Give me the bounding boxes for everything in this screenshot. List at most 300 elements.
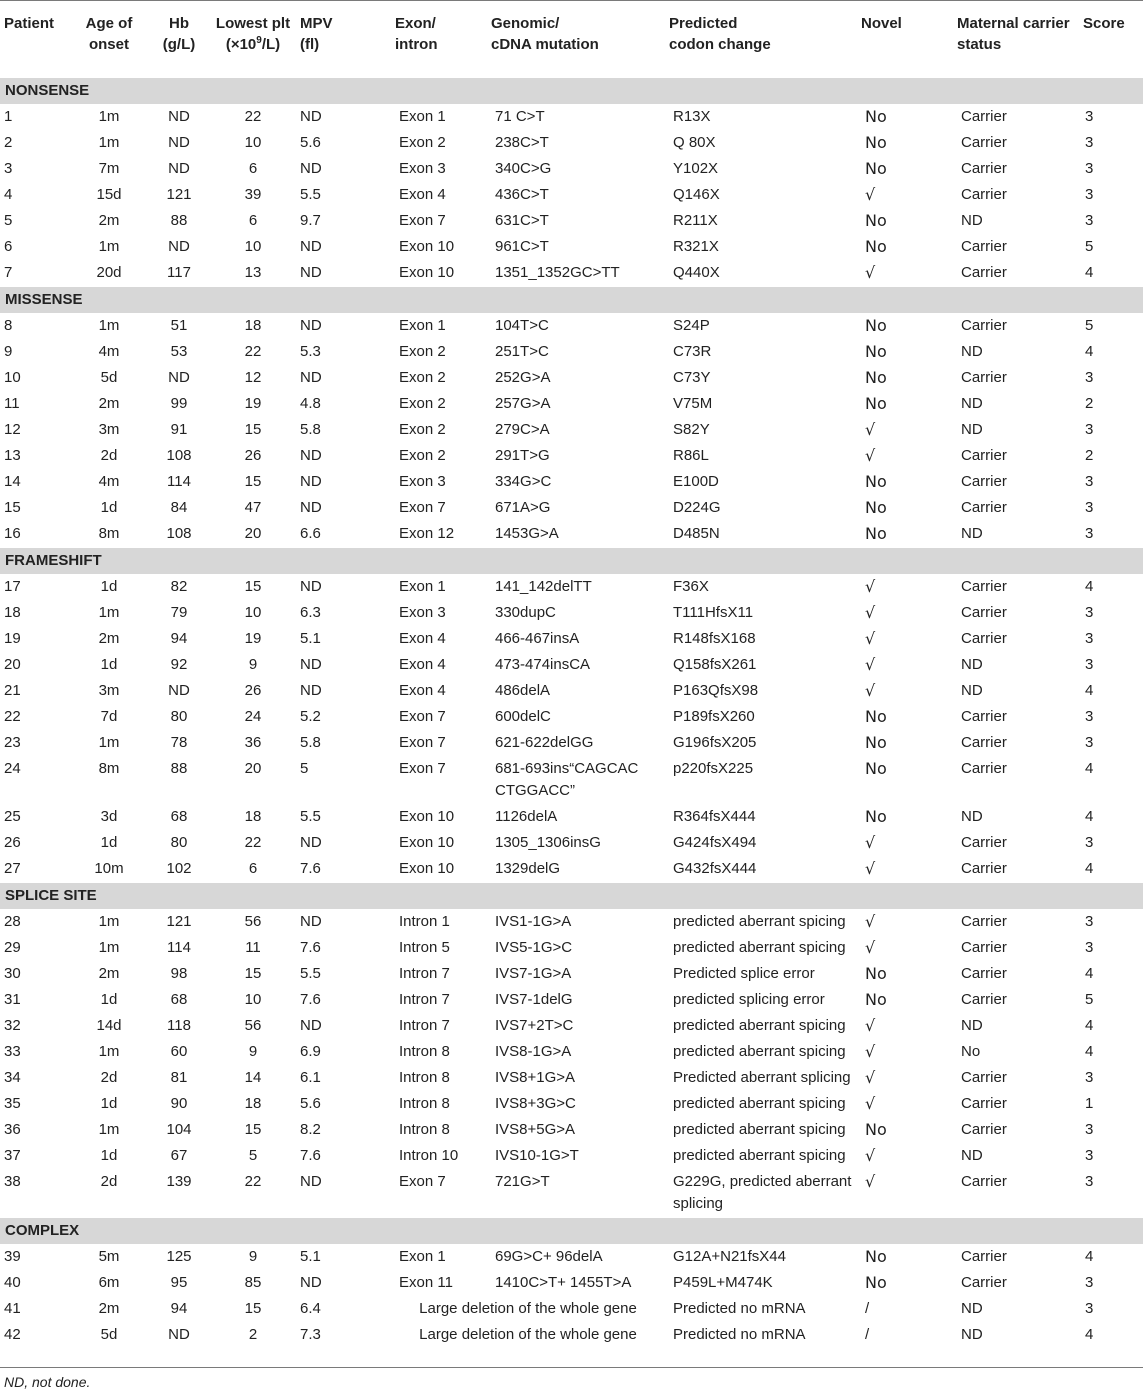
cell-lowest-plt: 9 xyxy=(248,1248,258,1265)
cell-score: 3 xyxy=(1085,1069,1094,1086)
cell-lowest-plt: 2 xyxy=(248,1326,258,1343)
cell-codon-change: C73R xyxy=(673,343,712,360)
cell-patient: 31 xyxy=(4,991,21,1008)
cell-score: 3 xyxy=(1085,630,1094,647)
cell-codon-change: R148fsX168 xyxy=(673,630,756,647)
cell-novel: No xyxy=(865,759,887,778)
cell-novel: No xyxy=(865,1120,887,1139)
cell-age-of-onset: 1m xyxy=(98,108,120,125)
cell-genomic-mutation: 1410C>T+ 1455T>A xyxy=(495,1274,632,1291)
cell-score: 3 xyxy=(1085,499,1094,516)
section-header xyxy=(0,78,1143,105)
cell-age-of-onset: 1d xyxy=(100,578,118,595)
cell-hb: 94 xyxy=(170,630,188,647)
cell-novel: No xyxy=(865,394,887,413)
cell-exon-intron: Intron 7 xyxy=(399,991,450,1008)
cell-genomic-mutation: 238C>T xyxy=(495,134,549,151)
cell-exon-intron: Exon 10 xyxy=(399,808,455,825)
cell-codon-change: p220fsX225 xyxy=(673,760,754,777)
cell-score: 3 xyxy=(1085,473,1094,490)
cell-hb: 90 xyxy=(170,1095,188,1112)
cell-novel: √ xyxy=(865,655,876,674)
table-row xyxy=(0,208,1143,234)
cell-patient: 39 xyxy=(4,1248,21,1265)
cell-hb: 102 xyxy=(166,860,192,877)
section-header xyxy=(0,548,1143,575)
cell-lowest-plt: 19 xyxy=(244,630,262,647)
cell-age-of-onset: 15d xyxy=(96,186,122,203)
cell-maternal-carrier: Carrier xyxy=(961,317,1007,334)
cell-exon-intron: Exon 2 xyxy=(399,421,446,438)
cell-genomic-mutation: 486delA xyxy=(495,682,551,699)
cell-score: 3 xyxy=(1085,525,1094,542)
cell-novel: / xyxy=(865,1326,870,1343)
cell-genomic-mutation: 291T>G xyxy=(495,447,550,464)
cell-age-of-onset: 1m xyxy=(98,1121,120,1138)
cell-score: 3 xyxy=(1085,186,1094,203)
cell-mpv: 7.6 xyxy=(300,860,321,877)
header-hb: Hb (g/L) xyxy=(148,1,210,78)
table-row xyxy=(0,830,1143,856)
cell-codon-change: Predicted no mRNA xyxy=(673,1326,806,1343)
cell-maternal-carrier: Carrier xyxy=(961,238,1007,255)
cell-codon-change: Q158fsX261 xyxy=(673,656,757,673)
cell-mpv: 6.4 xyxy=(300,1300,321,1317)
cell-mpv: ND xyxy=(300,499,322,516)
cell-patient: 4 xyxy=(4,186,13,203)
cell-genomic-mutation: 621-622delGG xyxy=(495,734,594,751)
cell-exon-intron: Exon 2 xyxy=(399,343,446,360)
cell-score: 4 xyxy=(1085,1043,1094,1060)
cell-genomic-mutation: IVS8-1G>A xyxy=(495,1043,572,1060)
cell-lowest-plt: 20 xyxy=(244,760,262,777)
cell-mpv: 8.2 xyxy=(300,1121,321,1138)
cell-mpv: ND xyxy=(300,578,322,595)
cell-score: 4 xyxy=(1085,860,1094,877)
cell-novel: No xyxy=(865,498,887,517)
cell-mpv: ND xyxy=(300,682,322,699)
cell-age-of-onset: 2m xyxy=(98,395,120,412)
cell-age-of-onset: 7d xyxy=(100,708,118,725)
cell-novel: No xyxy=(865,211,887,230)
cell-novel: √ xyxy=(865,1146,876,1165)
cell-maternal-carrier: Carrier xyxy=(961,913,1007,930)
table-row xyxy=(0,469,1143,495)
cell-lowest-plt: 22 xyxy=(244,343,262,360)
table-row xyxy=(0,756,1143,804)
cell-patient: 20 xyxy=(4,656,21,673)
cell-maternal-carrier: Carrier xyxy=(961,578,1007,595)
cell-patient: 25 xyxy=(4,808,21,825)
table-row xyxy=(0,104,1143,130)
cell-exon-intron: Exon 1 xyxy=(399,1248,446,1265)
table-row xyxy=(0,1065,1143,1091)
cell-exon-intron: Intron 10 xyxy=(399,1147,459,1164)
cell-exon-intron: Exon 3 xyxy=(399,473,446,490)
cell-exon-intron: Exon 7 xyxy=(399,499,446,516)
cell-age-of-onset: 5m xyxy=(98,1248,120,1265)
cell-mpv: 5.5 xyxy=(300,186,321,203)
cell-exon-intron: Intron 8 xyxy=(399,1043,450,1060)
cell-codon-change: F36X xyxy=(673,578,709,595)
cell-score: 5 xyxy=(1085,991,1094,1008)
cell-score: 2 xyxy=(1085,447,1094,464)
cell-maternal-carrier: Carrier xyxy=(961,760,1007,777)
cell-codon-change: predicted aberrant spicing xyxy=(673,1017,846,1034)
cell-genomic-mutation: 334G>C xyxy=(495,473,552,490)
cell-exon-intron: Intron 8 xyxy=(399,1121,450,1138)
cell-age-of-onset: 1m xyxy=(98,939,120,956)
cell-mpv: ND xyxy=(300,108,322,125)
cell-mpv: ND xyxy=(300,160,322,177)
cell-maternal-carrier: Carrier xyxy=(961,860,1007,877)
cell-maternal-carrier: Carrier xyxy=(961,108,1007,125)
cell-exon-intron: Intron 8 xyxy=(399,1095,450,1112)
cell-maternal-carrier: ND xyxy=(961,1326,983,1343)
cell-patient: 33 xyxy=(4,1043,21,1060)
cell-genomic-mutation: IVS7+2T>C xyxy=(495,1017,574,1034)
cell-mpv: 5.5 xyxy=(300,965,321,982)
cell-exon-intron: Exon 7 xyxy=(399,212,446,229)
cell-age-of-onset: 5d xyxy=(100,1326,118,1343)
cell-codon-change: Predicted splice error xyxy=(673,965,815,982)
cell-age-of-onset: 3d xyxy=(100,808,118,825)
cell-codon-change: G229G, predicted aberrant splicing xyxy=(673,1173,852,1212)
cell-novel: No xyxy=(865,159,887,178)
cell-exon-intron: Intron 8 xyxy=(399,1069,450,1086)
cell-mpv: ND xyxy=(300,264,322,281)
cell-codon-change: predicted aberrant spicing xyxy=(673,1121,846,1138)
cell-genomic-mutation: 466-467insA xyxy=(495,630,580,647)
section-header xyxy=(0,883,1143,910)
cell-patient: 41 xyxy=(4,1300,21,1317)
cell-exon-intron: Exon 7 xyxy=(399,1173,446,1190)
cell-genomic-mutation: 252G>A xyxy=(495,369,551,386)
cell-maternal-carrier: Carrier xyxy=(961,1069,1007,1086)
cell-maternal-carrier: Carrier xyxy=(961,186,1007,203)
cell-patient: 30 xyxy=(4,965,21,982)
cell-score: 3 xyxy=(1085,108,1094,125)
cell-maternal-carrier: Carrier xyxy=(961,939,1007,956)
cell-score: 3 xyxy=(1085,1173,1094,1190)
cell-maternal-carrier: Carrier xyxy=(961,1173,1007,1190)
cell-hb: ND xyxy=(168,682,190,699)
cell-hb: 95 xyxy=(170,1274,188,1291)
cell-codon-change: Predicted aberrant splicing xyxy=(673,1069,851,1086)
cell-codon-change: C73Y xyxy=(673,369,711,386)
cell-lowest-plt: 19 xyxy=(244,395,262,412)
cell-score: 3 xyxy=(1085,212,1094,229)
cell-maternal-carrier: Carrier xyxy=(961,264,1007,281)
cell-genomic-mutation: 1329delG xyxy=(495,860,561,877)
cell-mpv: 5.6 xyxy=(300,134,321,151)
cell-lowest-plt: 15 xyxy=(244,421,262,438)
cell-hb: 94 xyxy=(170,1300,188,1317)
table-row xyxy=(0,1244,1143,1270)
cell-lowest-plt: 26 xyxy=(244,447,262,464)
cell-novel: √ xyxy=(865,1042,876,1061)
cell-codon-change: predicted aberrant spicing xyxy=(673,939,846,956)
cell-lowest-plt: 6 xyxy=(248,212,258,229)
cell-mpv: ND xyxy=(300,369,322,386)
cell-codon-change: G432fsX444 xyxy=(673,860,757,877)
cell-codon-change: G12A+N21fsX44 xyxy=(673,1248,786,1265)
cell-hb: ND xyxy=(168,134,190,151)
cell-maternal-carrier: ND xyxy=(961,682,983,699)
cell-exon-intron: Exon 2 xyxy=(399,395,446,412)
cell-mpv: ND xyxy=(300,1017,322,1034)
cell-age-of-onset: 1m xyxy=(98,1043,120,1060)
cell-genomic-mutation: 279C>A xyxy=(495,421,550,438)
cell-age-of-onset: 1d xyxy=(100,499,118,516)
cell-age-of-onset: 2m xyxy=(98,965,120,982)
cell-hb: 125 xyxy=(166,1248,192,1265)
cell-novel: / xyxy=(865,1300,870,1317)
cell-exon-intron: Exon 2 xyxy=(399,134,446,151)
cell-age-of-onset: 2d xyxy=(100,1069,118,1086)
cell-lowest-plt: 11 xyxy=(245,939,261,956)
cell-maternal-carrier: Carrier xyxy=(961,499,1007,516)
cell-hb: 51 xyxy=(170,317,188,334)
cell-exon-intron: Exon 2 xyxy=(399,369,446,386)
cell-lowest-plt: 15 xyxy=(244,578,262,595)
cell-age-of-onset: 1d xyxy=(100,991,118,1008)
table-row xyxy=(0,961,1143,987)
cell-genomic-mutation: 71 C>T xyxy=(495,108,545,125)
table-row xyxy=(0,1117,1143,1143)
cell-genomic-mutation: 104T>C xyxy=(495,317,549,334)
cell-genomic-mutation: 1453G>A xyxy=(495,525,559,542)
cell-codon-change: R13X xyxy=(673,108,711,125)
cell-genomic-mutation: IVS8+5G>A xyxy=(495,1121,576,1138)
cell-score: 3 xyxy=(1085,421,1094,438)
cell-mpv: 6.3 xyxy=(300,604,321,621)
cell-age-of-onset: 14d xyxy=(96,1017,122,1034)
cell-novel: √ xyxy=(865,263,876,282)
cell-novel: No xyxy=(865,964,887,983)
cell-lowest-plt: 9 xyxy=(248,1043,258,1060)
cell-novel: No xyxy=(865,472,887,491)
cell-novel: No xyxy=(865,237,887,256)
cell-genomic-mutation: 1305_1306insG xyxy=(495,834,601,851)
cell-exon-intron: Intron 7 xyxy=(399,965,450,982)
cell-age-of-onset: 1d xyxy=(100,1095,118,1112)
cell-lowest-plt: 36 xyxy=(244,734,262,751)
cell-genomic-mutation: 671A>G xyxy=(495,499,551,516)
table-row xyxy=(0,1169,1143,1218)
table-row xyxy=(0,600,1143,626)
cell-maternal-carrier: ND xyxy=(961,1300,983,1317)
table-row xyxy=(0,987,1143,1013)
section-title: NONSENSE xyxy=(0,78,1143,105)
cell-score: 3 xyxy=(1085,1147,1094,1164)
cell-genomic-mutation: IVS10-1G>T xyxy=(495,1147,579,1164)
cell-age-of-onset: 8m xyxy=(98,760,120,777)
cell-codon-change: Q 80X xyxy=(673,134,716,151)
cell-age-of-onset: 6m xyxy=(98,1274,120,1291)
header-novel: Novel xyxy=(857,1,953,78)
cell-score: 3 xyxy=(1085,834,1094,851)
cell-genomic-mutation: 436C>T xyxy=(495,186,549,203)
cell-maternal-carrier: Carrier xyxy=(961,1248,1007,1265)
cell-hb: ND xyxy=(168,160,190,177)
table-row xyxy=(0,391,1143,417)
cell-age-of-onset: 1d xyxy=(100,1147,118,1164)
cell-lowest-plt: 56 xyxy=(244,1017,262,1034)
table-body xyxy=(0,78,1143,1349)
cell-score: 3 xyxy=(1085,1121,1094,1138)
cell-lowest-plt: 9 xyxy=(248,656,258,673)
cell-codon-change: Predicted no mRNA xyxy=(673,1300,806,1317)
cell-genomic-mutation: IVS5-1G>C xyxy=(495,939,573,956)
cell-lowest-plt: 10 xyxy=(244,238,262,255)
cell-mpv: 5.3 xyxy=(300,343,321,360)
header-mpv: MPV (fl) xyxy=(296,1,391,78)
cell-maternal-carrier: Carrier xyxy=(961,604,1007,621)
cell-exon-intron: Intron 7 xyxy=(399,1017,450,1034)
cell-score: 3 xyxy=(1085,160,1094,177)
cell-mpv: ND xyxy=(300,1274,322,1291)
header-patient: Patient xyxy=(0,1,70,78)
cell-exon-intron: Exon 1 xyxy=(399,317,446,334)
cell-score: 3 xyxy=(1085,134,1094,151)
cell-novel: No xyxy=(865,368,887,387)
table-row xyxy=(0,1296,1143,1322)
table-row xyxy=(0,1013,1143,1039)
cell-lowest-plt: 20 xyxy=(244,525,262,542)
cell-age-of-onset: 2m xyxy=(98,212,120,229)
section-title: FRAMESHIFT xyxy=(0,548,1143,575)
cell-novel: √ xyxy=(865,629,876,648)
cell-lowest-plt: 22 xyxy=(244,834,262,851)
cell-codon-change: D485N xyxy=(673,525,720,542)
cell-mpv: 9.7 xyxy=(300,212,321,229)
cell-novel: √ xyxy=(865,1094,876,1113)
cell-genomic-mutation: 681-693ins“CAGCAC CTGGACC” xyxy=(495,760,639,799)
cell-novel: √ xyxy=(865,859,876,878)
cell-codon-change: Y102X xyxy=(673,160,719,177)
cell-mpv: ND xyxy=(300,473,322,490)
cell-codon-change: T111HfsX11 xyxy=(673,604,754,621)
cell-novel: No xyxy=(865,733,887,752)
cell-lowest-plt: 15 xyxy=(244,473,262,490)
cell-patient: 38 xyxy=(4,1173,21,1190)
cell-mpv: 7.6 xyxy=(300,991,321,1008)
footer-rule xyxy=(0,1367,1143,1368)
cell-patient: 5 xyxy=(4,212,13,229)
cell-patient: 34 xyxy=(4,1069,21,1086)
cell-patient: 18 xyxy=(4,604,21,621)
cell-mpv: 4.8 xyxy=(300,395,321,412)
cell-novel: √ xyxy=(865,938,876,957)
cell-age-of-onset: 1m xyxy=(98,734,120,751)
table-row xyxy=(0,935,1143,961)
section-header xyxy=(0,1218,1143,1245)
cell-mpv: ND xyxy=(300,913,322,930)
cell-age-of-onset: 5d xyxy=(100,369,118,386)
cell-score: 4 xyxy=(1085,1248,1094,1265)
table-row xyxy=(0,260,1143,287)
cell-mpv: ND xyxy=(300,447,322,464)
cell-genomic-mutation: 251T>C xyxy=(495,343,549,360)
cell-codon-change: P189fsX260 xyxy=(673,708,755,725)
cell-novel: No xyxy=(865,1247,887,1266)
cell-patient: 8 xyxy=(4,317,13,334)
cell-lowest-plt: 15 xyxy=(244,1300,262,1317)
cell-patient: 17 xyxy=(4,578,21,595)
cell-hb: 88 xyxy=(170,212,188,229)
cell-genomic-mutation: 631C>T xyxy=(495,212,549,229)
cell-patient: 37 xyxy=(4,1147,21,1164)
cell-exon-intron: Exon 10 xyxy=(399,834,455,851)
cell-score: 3 xyxy=(1085,1300,1094,1317)
cell-lowest-plt: 10 xyxy=(244,604,262,621)
cell-lowest-plt: 15 xyxy=(244,1121,262,1138)
cell-hb: 84 xyxy=(170,499,188,516)
cell-genomic-mutation: 340C>G xyxy=(495,160,552,177)
cell-hb: 118 xyxy=(167,1017,191,1034)
cell-exon-intron: Exon 12 xyxy=(399,525,455,542)
cell-novel: No xyxy=(865,316,887,335)
cell-exon-intron: Exon 10 xyxy=(399,264,455,281)
footnote: ND, not done. xyxy=(4,1374,91,1390)
cell-score: 5 xyxy=(1085,317,1094,334)
cell-age-of-onset: 2m xyxy=(98,1300,120,1317)
cell-patient: 2 xyxy=(4,134,13,151)
cell-maternal-carrier: ND xyxy=(961,656,983,673)
cell-score: 4 xyxy=(1085,1017,1094,1034)
cell-lowest-plt: 22 xyxy=(244,1173,262,1190)
table-row xyxy=(0,730,1143,756)
cell-lowest-plt: 22 xyxy=(244,108,262,125)
cell-mpv: 5.1 xyxy=(300,630,321,647)
cell-mpv: ND xyxy=(300,1173,322,1190)
cell-age-of-onset: 20d xyxy=(96,264,122,281)
header-exon-intron: Exon/ intron xyxy=(391,1,487,78)
cell-novel: No xyxy=(865,342,887,361)
cell-maternal-carrier: Carrier xyxy=(961,630,1007,647)
cell-score: 3 xyxy=(1085,1274,1094,1291)
cell-novel: No xyxy=(865,107,887,126)
cell-mpv: ND xyxy=(300,834,322,851)
cell-score: 4 xyxy=(1085,682,1094,699)
table-row xyxy=(0,574,1143,600)
cell-codon-change: R211X xyxy=(673,212,718,229)
cell-lowest-plt: 85 xyxy=(244,1274,262,1291)
cell-score: 3 xyxy=(1085,913,1094,930)
cell-exon-intron: Exon 4 xyxy=(399,630,446,647)
cell-age-of-onset: 10m xyxy=(94,860,124,877)
cell-patient: 35 xyxy=(4,1095,21,1112)
table-row xyxy=(0,1270,1143,1296)
cell-novel: No xyxy=(865,1273,887,1292)
cell-score: 4 xyxy=(1085,264,1094,281)
cell-score: 5 xyxy=(1085,238,1094,255)
table-row xyxy=(0,804,1143,830)
cell-age-of-onset: 4m xyxy=(98,343,120,360)
cell-maternal-carrier: ND xyxy=(961,395,983,412)
cell-genomic-mutation: 473-474insCA xyxy=(495,656,591,673)
cell-hb: 80 xyxy=(170,708,188,725)
cell-genomic-mutation: 69G>C+ 96delA xyxy=(495,1248,603,1265)
cell-patient: 29 xyxy=(4,939,21,956)
cell-hb: 78 xyxy=(170,734,188,751)
cell-codon-change: R364fsX444 xyxy=(673,808,756,825)
cell-codon-change: V75M xyxy=(673,395,713,412)
cell-genomic-mutation: 600delC xyxy=(495,708,551,725)
cell-lowest-plt: 18 xyxy=(244,1095,262,1112)
cell-age-of-onset: 7m xyxy=(98,160,120,177)
